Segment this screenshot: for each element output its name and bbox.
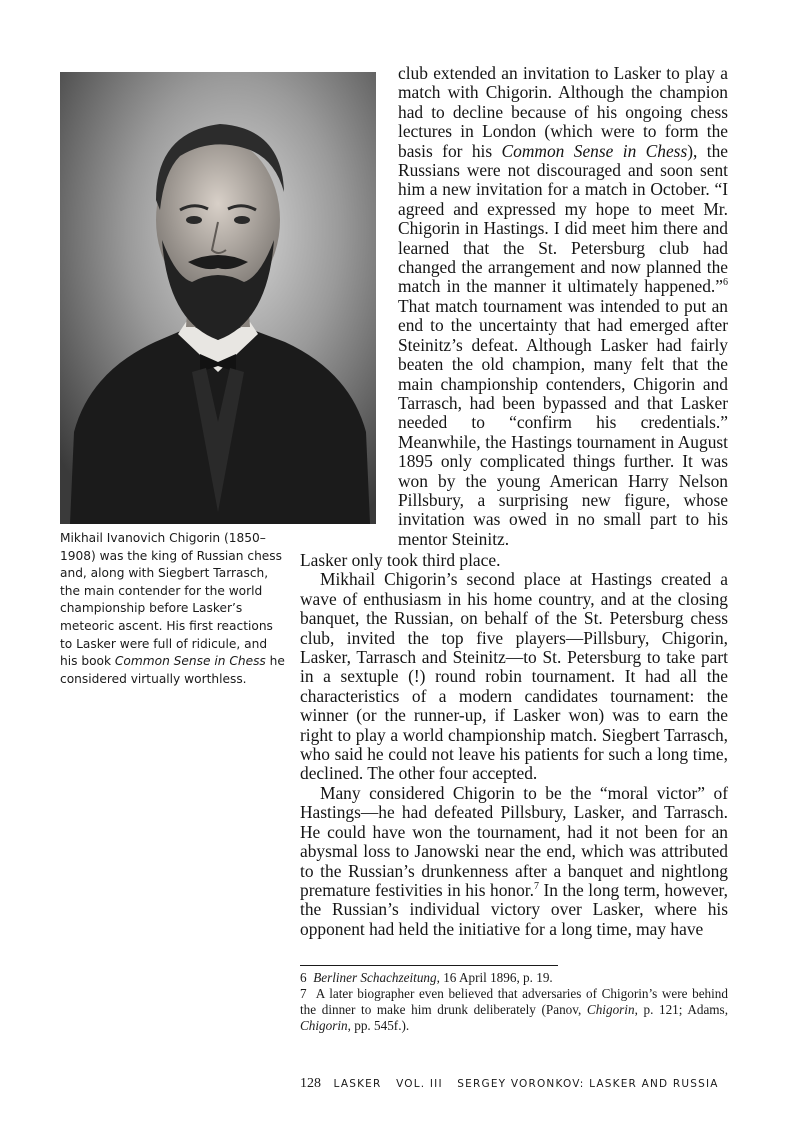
body-column-wide	[300, 551, 728, 939]
portrait-photo	[60, 72, 376, 524]
paragraph-3-text-b: In the long term, however, the Russian’s individual victory over Lasker, where his opponent had held the initiative for a long time, may have	[300, 879, 728, 939]
footnote-text: , pp. 545f.).	[347, 1018, 410, 1033]
footnote-text: , 16 April 1896, p. 19.	[436, 970, 553, 985]
footnote-ref-6[interactable]: 6	[723, 277, 728, 289]
caption-book-title: Common Sense in Chess	[114, 654, 266, 669]
footnote-text: , p. 121; Adams,	[634, 1002, 728, 1017]
figure-caption	[60, 530, 288, 688]
chapter-title: SERGEY VORONKOV: LASKER AND RUSSIA	[457, 1078, 719, 1090]
paragraph-1-end	[300, 551, 728, 570]
footnote-text: A later biographer even believed that adversaries of Chigorin’s were behind the dinner to make him drunk deliberately (Panov,	[300, 986, 728, 1017]
paragraph-1-text-c: That match tournament was intended to put an end to the uncertainty that had emerged after Steinitz’s defeat. Although Lasker had fairly beaten the old champion, many felt that the main championship contenders, Chigorin and Tarrasch, had been bypassed and that Lasker needed to “confirm his credentials.” Meanwhile, the Hastings tournament in August 1895 only complicated things further. It was won by the young American Harry Nelson Pillsbury, a surprising new figure, whose invitation was owed in no small part to his mentor Steinitz.	[398, 295, 728, 549]
running-footer	[300, 1076, 740, 1092]
footnote-6	[300, 970, 728, 986]
volume-label: VOL. III	[396, 1078, 443, 1090]
paragraph-3	[300, 784, 728, 939]
page-number: 128	[300, 1076, 321, 1091]
footnotes	[300, 970, 728, 1034]
footnote-source-title: Chigorin	[300, 1018, 348, 1033]
paragraph-1-text-d: Lasker only took third place.	[300, 550, 501, 570]
paragraph-2: Mikhail Chigorin’s second place at Hastings created a wave of enthusiasm in his home country, and at the closing banquet, the Russian, on behalf of the St. Petersburg chess club, invited the top five players—Pillsbury, Chigorin, Lasker, Tarrasch and Steinitz—to St. Petersburg to take part in a sextuple (!) round robin tournament. It had all the characteristics of a modern candidates tournament: the winner (or the runner-up, if Lasker won) was to earn the right to play a world championship match. Siegbert Tarrasch, who said he could not leave his patients for such a long time, declined. The other four accepted.	[300, 569, 728, 784]
book-title: LASKER	[333, 1078, 382, 1090]
paragraph-1	[398, 64, 728, 549]
paragraph-1-text-b: ), the Russians were not discouraged and soon sent him a new invitation for a match in October. “I agreed and expressed my hope to meet Mr. Chigorin in Hastings. I did meet him there and learned that the St. Petersburg club had changed the arrangement and now planned the match in the manner it ultimately happened.”	[398, 140, 728, 297]
caption-text-end: he considered virtually worthless.	[60, 654, 285, 686]
footnote-source-title: Berliner Schachzeitung	[313, 970, 437, 985]
footnote-number: 6	[300, 970, 307, 985]
footnote-source-title: Chigorin	[586, 1002, 635, 1017]
footnote-divider	[300, 965, 558, 966]
footnote-ref-7[interactable]: 7	[533, 881, 539, 893]
paragraph-1-text-a: club extended an invitation to Lasker to play a match with Chigorin. Although the champion had to decline because of his ongoing chess lectures in London (which were to form the basis for his	[398, 63, 728, 161]
footnote-7	[300, 986, 728, 1034]
body-column-narrow	[398, 64, 728, 549]
paragraph-3-text-a: Many considered Chigorin to be the “moral victor” of Hastings—he had defeated Pillsbury, Lasker, and Tarrasch. He could have won the tournament, had it not been for an abysmal loss to Janowski near the end, which was attributed to the Russian’s drunkenness after a banquet and nightlong premature festivities in his honor.	[300, 782, 728, 900]
portrait-illustration	[60, 72, 376, 524]
paragraph-1-book-title: Common Sense in Chess	[501, 140, 688, 161]
caption-text: Mikhail Ivanovich Chigorin (1850–1908) was the king of Russian chess and, along with Siegbert Tarrasch, the main contender for the world championship before Lasker’s meteoric ascent. His first reactions to Lasker were full of ridicule, and his book	[60, 531, 282, 669]
footnote-number: 7	[300, 986, 307, 1001]
